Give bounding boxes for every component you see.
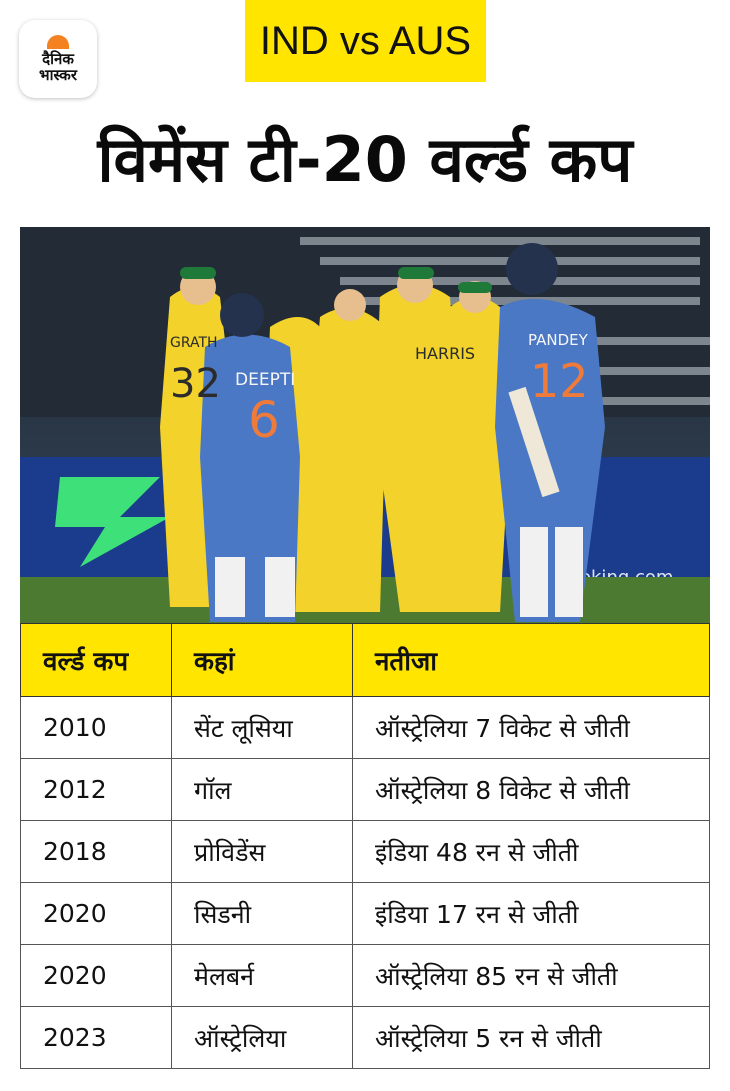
table-row bbox=[21, 945, 710, 1007]
result-cell: इंडिया 48 रन से जीती bbox=[353, 821, 710, 883]
logo-line-1: दैनिक bbox=[42, 50, 74, 68]
table-row bbox=[21, 697, 710, 759]
year-cell: 2023 bbox=[21, 1007, 172, 1069]
jersey-number-32: 32 bbox=[170, 361, 221, 407]
world-cup-results-table bbox=[20, 623, 710, 1069]
logo-line-2: भास्कर bbox=[39, 66, 77, 84]
result-cell: ऑस्ट्रेलिया 85 रन से जीती bbox=[353, 945, 710, 1007]
jersey-number-12: 12 bbox=[530, 354, 589, 408]
table-row bbox=[21, 759, 710, 821]
venue-cell: ऑस्ट्रेलिया bbox=[172, 1007, 353, 1069]
table-header-row bbox=[21, 624, 710, 697]
table-row bbox=[21, 821, 710, 883]
header-result: नतीजा bbox=[353, 624, 710, 697]
header-world-cup: वर्ल्ड कप bbox=[21, 624, 172, 697]
page-title: विमेंस टी-20 वर्ल्ड कप bbox=[97, 123, 633, 196]
result-cell: ऑस्ट्रेलिया 5 रन से जीती bbox=[353, 1007, 710, 1069]
jersey-name-grath: GRATH bbox=[170, 335, 218, 351]
result-cell: ऑस्ट्रेलिया 8 विकेट से जीती bbox=[353, 759, 710, 821]
table-row bbox=[21, 883, 710, 945]
venue-cell: सेंट लूसिया bbox=[172, 697, 353, 759]
venue-cell: सिडनी bbox=[172, 883, 353, 945]
jersey-name-harris: HARRIS bbox=[415, 344, 476, 363]
year-cell: 2020 bbox=[21, 883, 172, 945]
venue-cell: गॉल bbox=[172, 759, 353, 821]
result-cell: इंडिया 17 रन से जीती bbox=[353, 883, 710, 945]
year-cell: 2020 bbox=[21, 945, 172, 1007]
venue-cell: प्रोविडेंस bbox=[172, 821, 353, 883]
year-cell: 2010 bbox=[21, 697, 172, 759]
table-row bbox=[21, 1007, 710, 1069]
celebration-illustration bbox=[20, 227, 710, 623]
result-cell: ऑस्ट्रेलिया 7 विकेट से जीती bbox=[353, 697, 710, 759]
year-cell: 2012 bbox=[21, 759, 172, 821]
dainik-bhaskar-logo[interactable] bbox=[19, 20, 97, 98]
venue-cell: मेलबर्न bbox=[172, 945, 353, 1007]
header-venue: कहां bbox=[172, 624, 353, 697]
year-cell: 2018 bbox=[21, 821, 172, 883]
match-photo bbox=[20, 227, 710, 623]
match-badge: IND vs AUS bbox=[245, 0, 486, 82]
jersey-name-deepti: DEEPTI bbox=[235, 370, 296, 390]
jersey-name-pandey: PANDEY bbox=[528, 331, 588, 349]
sun-icon bbox=[47, 35, 69, 49]
jersey-number-6: 6 bbox=[248, 391, 280, 449]
